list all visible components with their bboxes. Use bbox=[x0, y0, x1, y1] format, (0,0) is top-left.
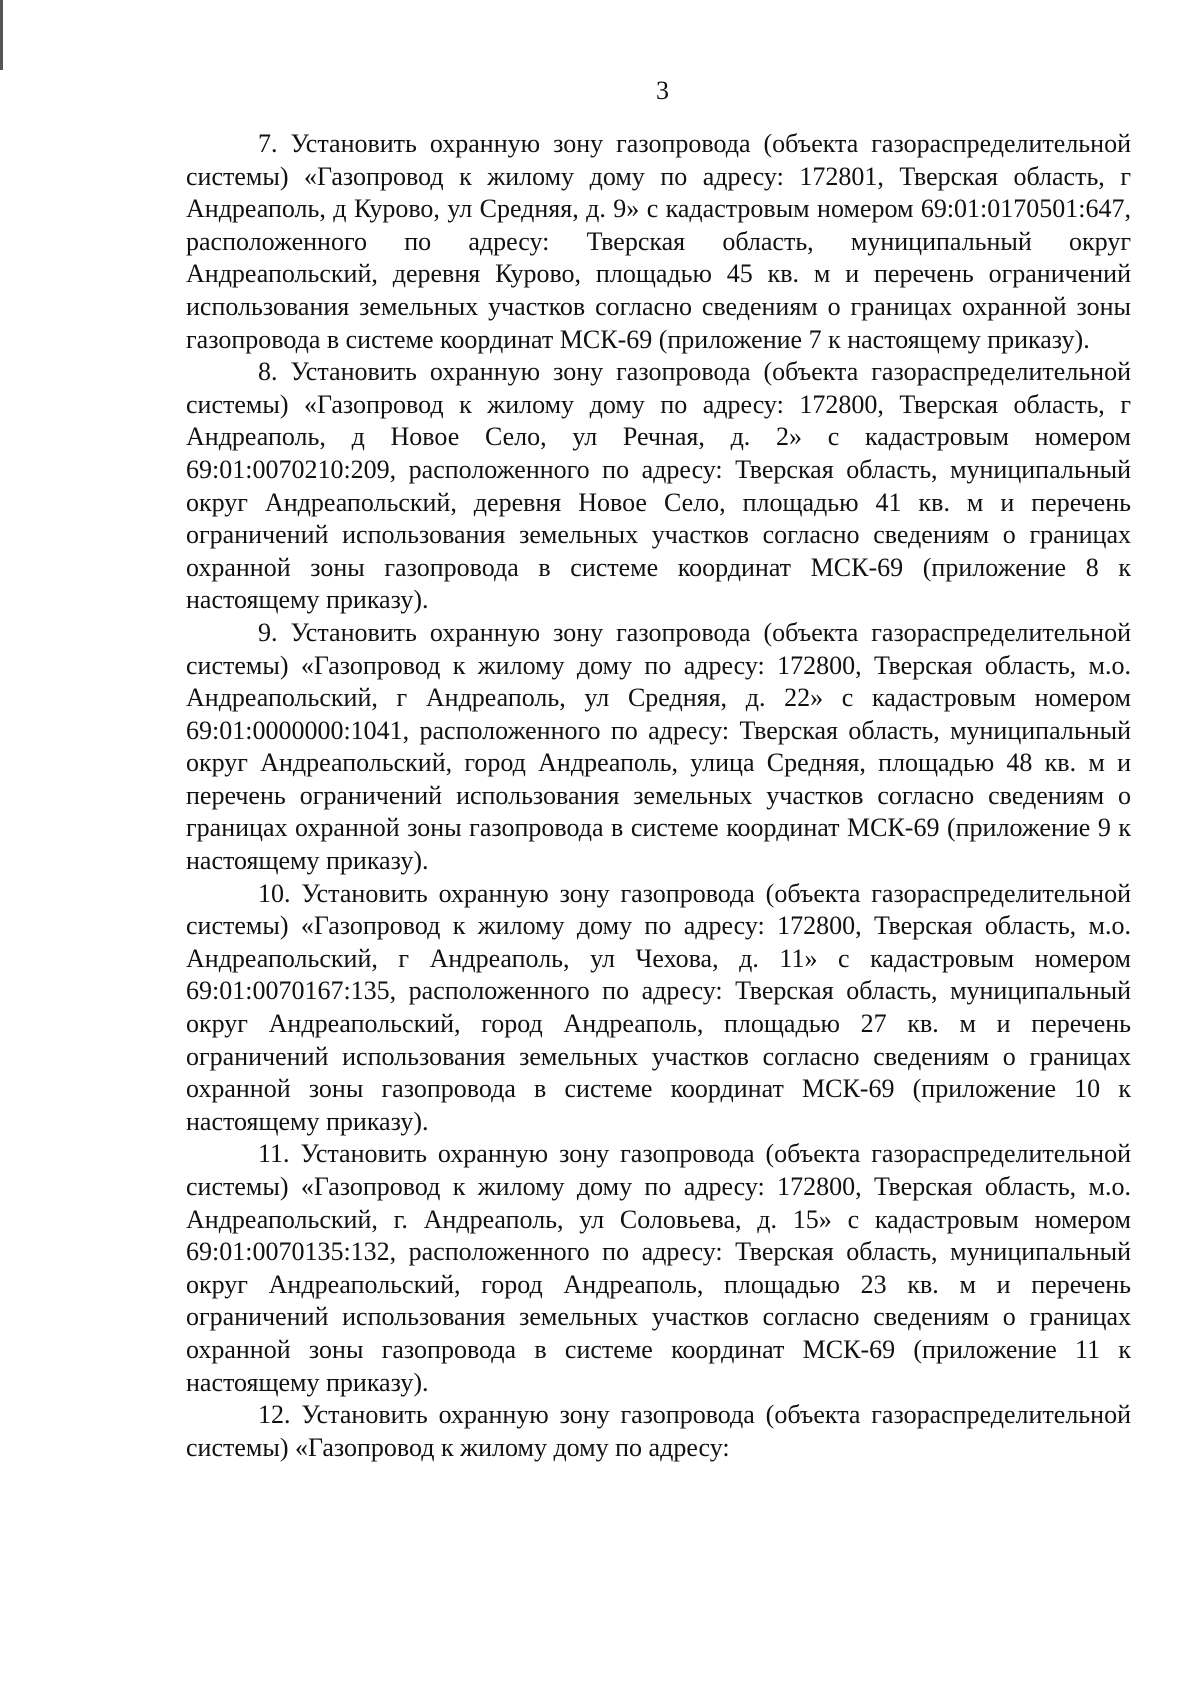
paragraph-item-7: 7. Установить охранную зону газопровода (объекта газораспределительной системы) «Газопровод к жилому дому по адресу: 172801, Тверская область, г Андреаполь, д Курово, ул Средняя, д. 9» с кадастровым номером 69:01:0170501:647, расположенного по адресу: Тверская область, муниципальный округ Андреапольский, деревня Курово, площадью 45 кв. м и перечень ограничений использования земельных участков согласно сведениям о границах охранной зоны газопровода в системе координат МСК-69 (приложение 7 к настоящему приказу). bbox=[186, 129, 1131, 354]
scan-edge-mark bbox=[0, 0, 3, 70]
document-body bbox=[186, 128, 1131, 1464]
paragraph-item-10: 10. Установить охранную зону газопровода (объекта газораспределительной системы) «Газопровод к жилому дому по адресу: 172800, Тверская область, м.о. Андреапольский, г Андреаполь, ул Чехова, д. 11» с кадастровым номером 69:01:0070167:135, расположенного по адресу: Тверская область, муниципальный округ Андреапольский, город Андреаполь, площадью 27 кв. м и перечень ограничений использования земельных участков согласно сведениям о границах охранной зоны газопровода в системе координат МСК-69 (приложение 10 к настоящему приказу). bbox=[186, 878, 1131, 1136]
paragraph-item-12: 12. Установить охранную зону газопровода (объекта газораспределительной системы) «Газопровод к жилому дому по адресу: bbox=[186, 1400, 1131, 1462]
paragraph-item-9: 9. Установить охранную зону газопровода (объекта газораспределительной системы) «Газопровод к жилому дому по адресу: 172800, Тверская область, м.о. Андреапольский, г Андреаполь, ул Средняя, д. 22» с кадастровым номером 69:01:0000000:1041, расположенного по адресу: Тверская область, муниципальный округ Андреапольский, город Андреаполь, улица Средняя, площадью 48 кв. м и перечень ограничений использования земельных участков согласно сведениям о границах охранной зоны газопровода в системе координат МСК-69 (приложение 9 к настоящему приказу). bbox=[186, 617, 1131, 876]
page-number: 3 bbox=[656, 76, 669, 105]
paragraph-item-8: 8. Установить охранную зону газопровода (объекта газораспределительной системы) «Газопровод к жилому дому по адресу: 172800, Тверская область, г Андреаполь, д Новое Село, ул Речная, д. 2» с кадастровым номером 69:01:0070210:209, расположенного по адресу: Тверская область, муниципальный округ Андреапольский, деревня Новое Село, площадью 41 кв. м и перечень ограничений использования земельных участков согласно сведениям о границах охранной зоны газопровода в системе координат МСК-69 (приложение 8 к настоящему приказу). bbox=[186, 357, 1131, 615]
paragraph-item-11: 11. Установить охранную зону газопровода (объекта газораспределительной системы) «Газопровод к жилому дому по адресу: 172800, Тверская область, м.о. Андреапольский, г. Андреаполь, ул Соловьева, д. 15» с кадастровым номером 69:01:0070135:132, расположенного по адресу: Тверская область, муниципальный округ Андреапольский, город Андреаполь, площадью 23 кв. м и перечень ограничений использования земельных участков согласно сведениям о границах охранной зоны газопровода в системе координат МСК-69 (приложение 11 к настоящему приказу). bbox=[186, 1139, 1131, 1397]
